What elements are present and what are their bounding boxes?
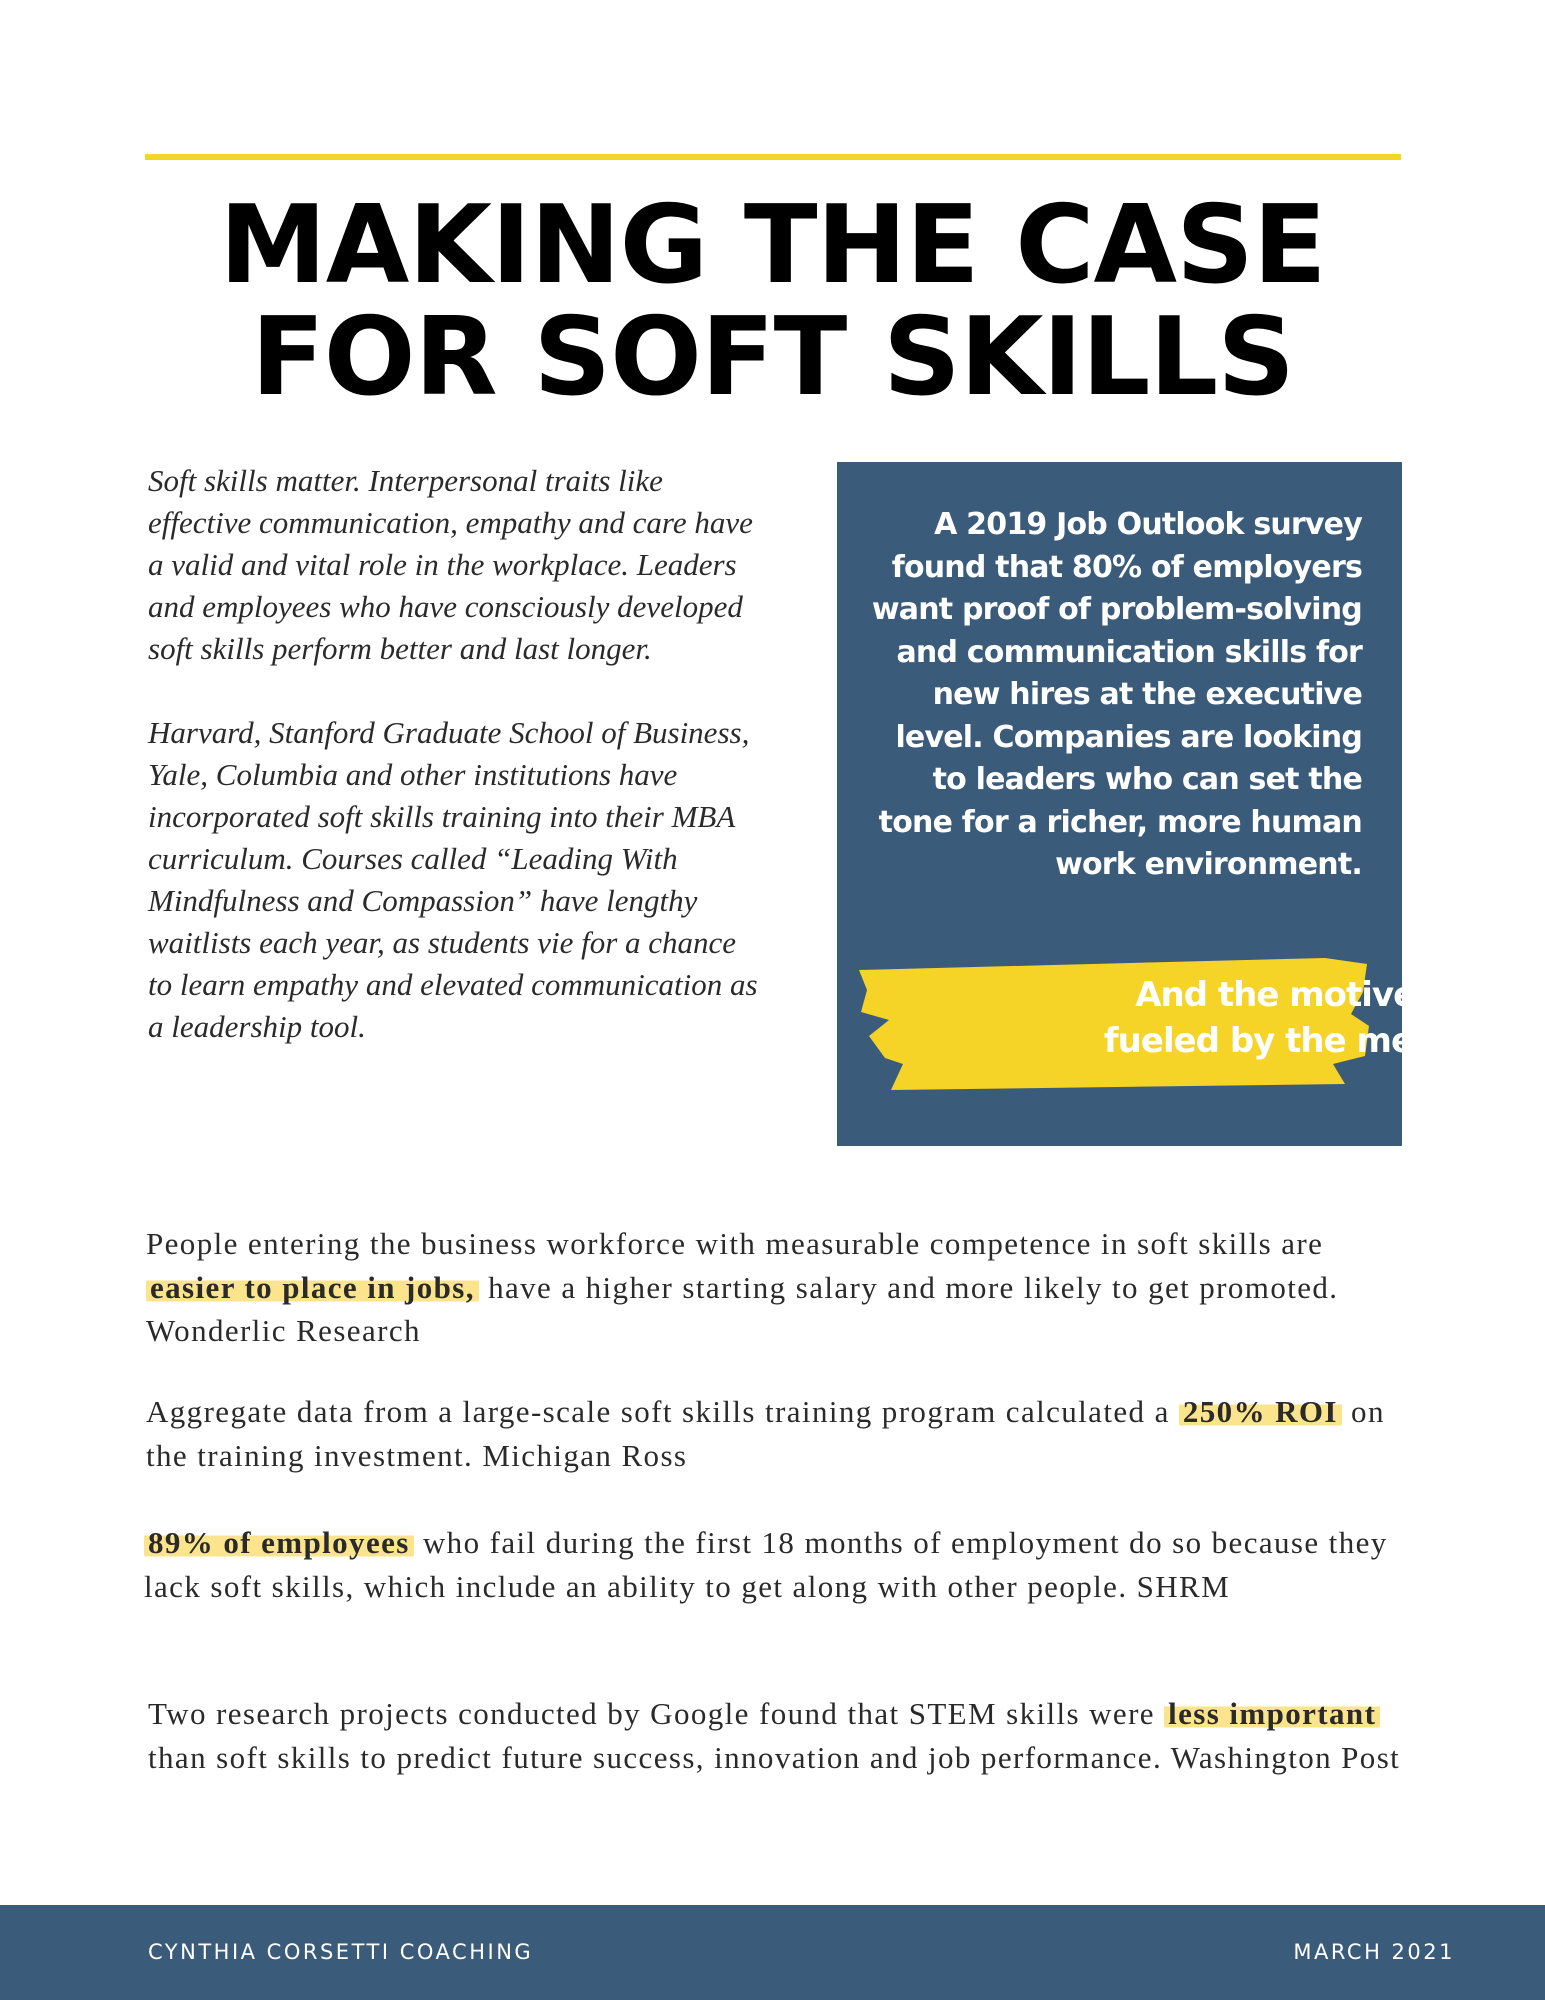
fact-3-after: who fail during the first 18 months of employment do so because they lack soft skills, which include an ability to get along with other people. SHRM: [144, 1525, 1388, 1604]
fact-2-after: on the training investment. Michigan Ross: [146, 1394, 1385, 1473]
fact-3-highlight: 89% of employees: [144, 1525, 414, 1560]
fact-1: [146, 1222, 1406, 1353]
intro-paragraph-1: Soft skills matter. Interpersonal traits like effective communication, empathy and care have a valid and vital role in the workplace. Leaders and employees who have consciously developed soft skills perform better and last longer.: [148, 463, 753, 666]
title-line-1: MAKING THE CASE: [219, 183, 1326, 308]
page-title: [100, 183, 1445, 420]
fact-2-highlight: 250% ROI: [1179, 1394, 1342, 1429]
footer-date: MARCH 2021: [1293, 1940, 1455, 1964]
fact-2-before: Aggregate data from a large-scale soft skills training program calculated a: [146, 1394, 1179, 1429]
footer-brand: CYNTHIA CORSETTI COACHING: [148, 1940, 534, 1964]
title-line-2: FOR SOFT SKILLS: [250, 295, 1295, 420]
intro-paragraph-2: Harvard, Stanford Graduate School of Business, Yale, Columbia and other institutions have incorporated soft skills training into their MBA curriculum. Courses called “Leading With Mindfulness and Compassion” have lengthy waitlists each year, as students vie for a chance to learn empathy and elevated communication as a leadership tool.: [148, 715, 758, 1044]
callout-text: A 2019 Job Outlook survey found that 80% of employers want proof of problem-solving and communication skills for new hires at the executive level. Companies are looking to leaders who can set the tone for a richer, more human work environment.: [871, 507, 1362, 882]
fact-1-highlight: easier to place in jobs,: [146, 1270, 479, 1305]
fact-1-after: have a higher starting salary and more likely to get promoted. Wonderlic Research: [146, 1269, 1339, 1348]
fact-4-after: than soft skills to predict future success, innovation and job performance. Washington Post: [148, 1739, 1401, 1775]
top-accent-rule: [145, 154, 1401, 160]
fact-4: [148, 1692, 1408, 1779]
fact-2: [146, 1390, 1406, 1477]
fact-4-before: Two research projects conducted by Google found that STEM skills were: [148, 1696, 1165, 1731]
fact-3: [144, 1521, 1404, 1608]
footer-bar: [0, 1905, 1545, 2000]
fact-4-highlight: less important: [1164, 1696, 1380, 1731]
callout-highlight: And the motives are fueled by the metrics.: [1103, 975, 1505, 1061]
intro-column: [148, 460, 758, 1090]
fact-1-before: People entering the business workforce with measurable competence in soft skills are: [146, 1226, 1324, 1261]
